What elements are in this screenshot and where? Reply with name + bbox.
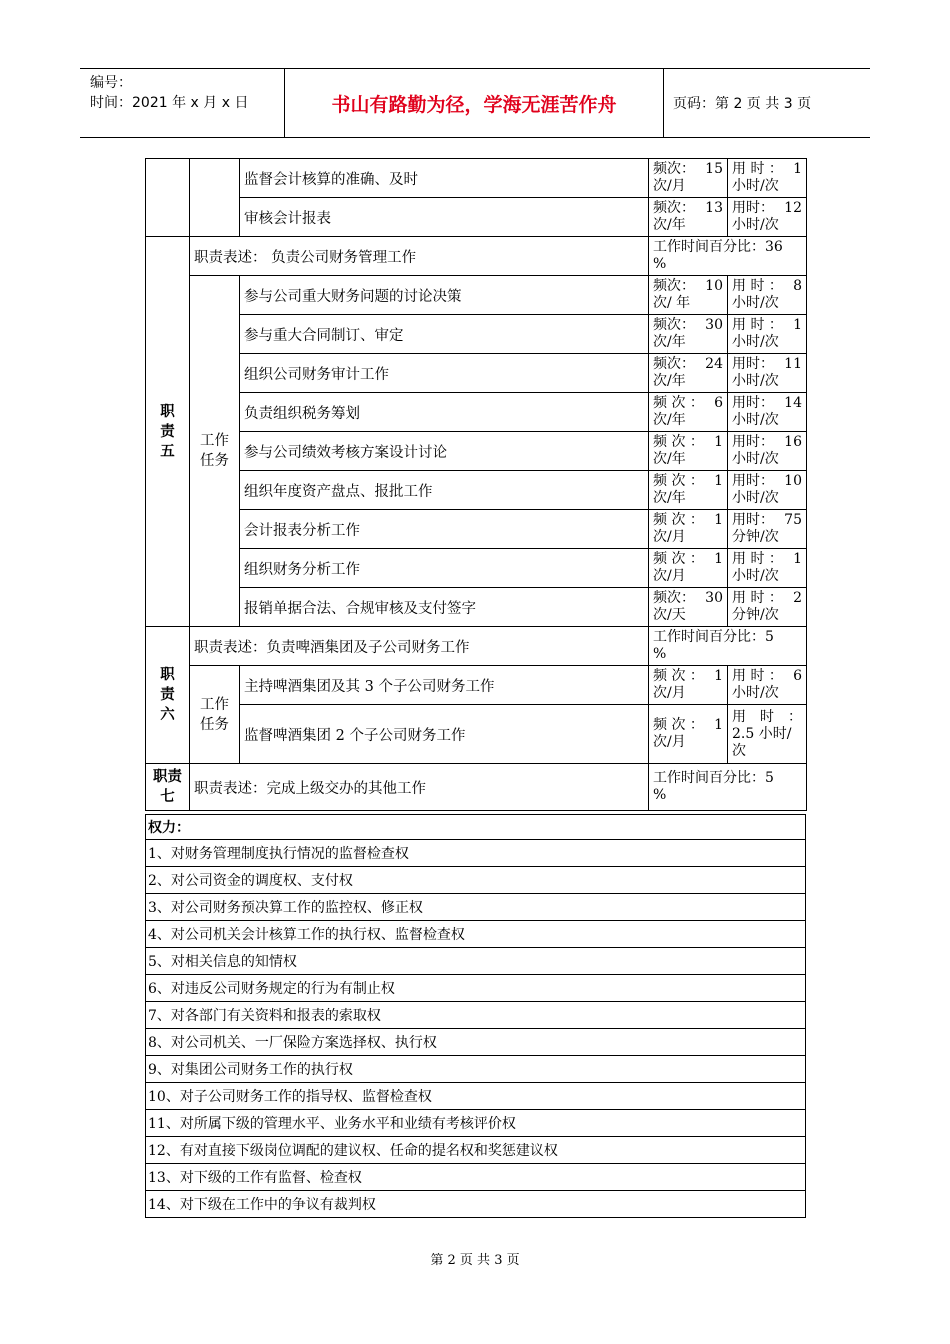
- duty-time-percentage-text: 工作时间百分比：5: [653, 770, 774, 786]
- task-frequency-label: 频次：: [653, 200, 695, 216]
- powers-table: [145, 814, 806, 1218]
- power-row: [146, 840, 806, 867]
- task-duration-value: 2: [793, 590, 802, 606]
- task-frequency-label: 频 次 ：: [653, 717, 704, 733]
- power-item: 11、对所属下级的管理水平、业务水平和业绩有考核评价权: [146, 1110, 806, 1137]
- task-text: 负责组织税务筹划: [240, 393, 649, 432]
- task-duration-value: 75: [784, 512, 802, 528]
- task-frequency-label: 频 次 ：: [653, 473, 704, 489]
- power-row: [146, 1056, 806, 1083]
- task-duration: [728, 198, 807, 237]
- duty-time-percentage-unit: %: [653, 787, 667, 803]
- duty-time-percentage-unit: %: [653, 646, 667, 662]
- task-text: 组织财务分析工作: [240, 549, 649, 588]
- power-row: [146, 1110, 806, 1137]
- power-item: 8、对公司机关、一厂保险方案选择权、执行权: [146, 1029, 806, 1056]
- task-frequency-label: 频 次 ：: [653, 434, 704, 450]
- task-frequency-label: 频 次 ：: [653, 395, 704, 411]
- duty-description: 职责表述：负责啤酒集团及子公司财务工作: [190, 627, 649, 666]
- task-text: 参与公司重大财务问题的讨论决策: [240, 276, 649, 315]
- task-duration-unit: 小时/次: [732, 334, 779, 350]
- task-duration-unit: 小时/次: [732, 217, 779, 233]
- task-frequency: [649, 315, 728, 354]
- task-frequency: [649, 471, 728, 510]
- duty-label: 职责 七: [146, 764, 190, 811]
- task-frequency-value: 1: [714, 512, 723, 528]
- power-row: [146, 1002, 806, 1029]
- power-item: 10、对子公司财务工作的指导权、监督检查权: [146, 1083, 806, 1110]
- duty-label: 职 责 六: [146, 627, 190, 764]
- duties-table: [145, 158, 807, 811]
- power-row: [146, 948, 806, 975]
- task-row: [146, 198, 807, 237]
- task-duration-value: 16: [784, 434, 802, 450]
- task-frequency-label: 频次：: [653, 356, 695, 372]
- task-frequency-unit: 次/年: [653, 334, 686, 350]
- power-row: [146, 975, 806, 1002]
- task-frequency-value: 1: [714, 434, 723, 450]
- task-frequency-value: 1: [714, 717, 723, 733]
- page-footer: 第 2 页 共 3 页: [430, 1253, 520, 1268]
- task-frequency-unit: 次/年: [653, 373, 686, 389]
- duty-time-percentage-unit: %: [653, 256, 667, 272]
- task-frequency-label: 频次：: [653, 161, 695, 177]
- task-duration-value: 1: [793, 161, 802, 177]
- task-text: 主持啤酒集团及其 3 个子公司财务工作: [240, 666, 649, 705]
- task-duration-label: 用时：: [732, 512, 774, 528]
- page-header: [80, 68, 870, 138]
- task-duration: [728, 471, 807, 510]
- duty-desc-row: [146, 237, 807, 276]
- task-frequency: [649, 549, 728, 588]
- task-text: 监督啤酒集团 2 个子公司财务工作: [240, 705, 649, 764]
- duty-desc-row: [146, 627, 807, 666]
- task-frequency-unit: 次/ 年: [653, 295, 691, 311]
- power-item: 13、对下级的工作有监督、检查权: [146, 1164, 806, 1191]
- powers-title: 权力：: [146, 815, 806, 840]
- duty-description: 职责表述：完成上级交办的其他工作: [190, 764, 649, 811]
- task-frequency-unit: 次/月: [653, 178, 686, 194]
- task-duration-unit: 2.5 小时/次: [732, 725, 792, 759]
- task-duration-value: 8: [793, 278, 802, 294]
- header-motto: 书山有路勤为径，学海无涯苦作舟: [285, 69, 664, 137]
- task-row: [146, 393, 807, 432]
- power-row: [146, 921, 806, 948]
- task-frequency-label: 频次：: [653, 590, 695, 606]
- task-duration-label: 用时：: [732, 356, 774, 372]
- task-frequency-unit: 次/月: [653, 529, 686, 545]
- task-duration: [728, 315, 807, 354]
- task-frequency-value: 10: [705, 278, 723, 294]
- task-duration: [728, 354, 807, 393]
- task-frequency-unit: 次/月: [653, 685, 686, 701]
- power-item: 6、对违反公司财务规定的行为有制止权: [146, 975, 806, 1002]
- task-duration-unit: 小时/次: [732, 685, 779, 701]
- task-frequency: [649, 393, 728, 432]
- task-duration-label: 用时：: [732, 395, 774, 411]
- task-duration-label: 用 时 ：: [732, 668, 783, 684]
- task-frequency-unit: 次/年: [653, 451, 686, 467]
- duty-time-percentage: [649, 237, 807, 276]
- task-frequency-value: 13: [705, 200, 723, 216]
- power-item: 12、有对直接下级岗位调配的建议权、任命的提名权和奖惩建议权: [146, 1137, 806, 1164]
- task-duration-value: 14: [784, 395, 802, 411]
- power-item: 4、对公司机关会计核算工作的执行权、监督检查权: [146, 921, 806, 948]
- task-frequency-unit: 次/年: [653, 412, 686, 428]
- task-frequency-unit: 次/天: [653, 607, 686, 623]
- power-row: [146, 894, 806, 921]
- task-row: [146, 315, 807, 354]
- task-duration-value: 1: [793, 551, 802, 567]
- task-frequency-unit: 次/月: [653, 568, 686, 584]
- task-row: [146, 276, 807, 315]
- prev-task-label-cell: [190, 159, 240, 237]
- task-duration-label: 用时：: [732, 473, 774, 489]
- task-duration: [728, 549, 807, 588]
- power-item: 9、对集团公司财务工作的执行权: [146, 1056, 806, 1083]
- task-duration-unit: 小时/次: [732, 373, 779, 389]
- task-duration-label: 用 时 ：: [732, 161, 783, 177]
- task-duration-label: 用 时 ：: [732, 278, 783, 294]
- task-row: [146, 471, 807, 510]
- power-item: 7、对各部门有关资料和报表的索取权: [146, 1002, 806, 1029]
- task-frequency-value: 1: [714, 668, 723, 684]
- power-item: 3、对公司财务预决算工作的监控权、修正权: [146, 894, 806, 921]
- task-duration: [728, 393, 807, 432]
- task-row: [146, 549, 807, 588]
- task-row: [146, 354, 807, 393]
- task-frequency: [649, 666, 728, 705]
- prev-duty-label-cell: [146, 159, 190, 237]
- task-text: 参与重大合同制订、审定: [240, 315, 649, 354]
- task-duration: [728, 588, 807, 627]
- task-duration: [728, 159, 807, 198]
- task-row: [146, 705, 807, 764]
- power-row: [146, 1083, 806, 1110]
- duty-time-percentage-text: 工作时间百分比：5: [653, 629, 774, 645]
- task-frequency-unit: 次/月: [653, 734, 686, 750]
- duty-time-percentage: [649, 764, 807, 811]
- task-duration-label: 用 时 ：: [732, 317, 783, 333]
- task-text: 组织公司财务审计工作: [240, 354, 649, 393]
- task-text: 参与公司绩效考核方案设计讨论: [240, 432, 649, 471]
- task-frequency-value: 30: [705, 317, 723, 333]
- task-frequency-value: 24: [705, 356, 723, 372]
- task-duration-label: 用 时 ：: [732, 708, 802, 725]
- work-task-label: 工作 任务: [190, 666, 240, 764]
- task-duration-value: 1: [793, 317, 802, 333]
- task-duration-unit: 分钟/次: [732, 607, 779, 623]
- task-frequency: [649, 705, 728, 764]
- task-frequency-unit: 次/年: [653, 490, 686, 506]
- power-row: [146, 1164, 806, 1191]
- task-duration-label: 用 时 ：: [732, 590, 783, 606]
- power-row: [146, 867, 806, 894]
- task-duration-value: 6: [793, 668, 802, 684]
- duty-desc-row: [146, 764, 807, 811]
- task-duration-unit: 小时/次: [732, 178, 779, 194]
- duty-time-percentage-text: 工作时间百分比：36: [653, 239, 783, 255]
- task-frequency-label: 频 次 ：: [653, 668, 704, 684]
- task-frequency-value: 1: [714, 551, 723, 567]
- power-row: [146, 1191, 806, 1218]
- task-frequency-label: 频次：: [653, 317, 695, 333]
- power-item: 5、对相关信息的知情权: [146, 948, 806, 975]
- power-row: [146, 1029, 806, 1056]
- task-frequency-label: 频 次 ：: [653, 512, 704, 528]
- task-text: 审核会计报表: [240, 198, 649, 237]
- task-duration-unit: 分钟/次: [732, 529, 779, 545]
- task-duration-value: 10: [784, 473, 802, 489]
- task-row: [146, 588, 807, 627]
- task-duration-value: 12: [784, 200, 802, 216]
- task-row: [146, 159, 807, 198]
- task-frequency: [649, 588, 728, 627]
- duty-label: 职 责 五: [146, 237, 190, 627]
- task-frequency: [649, 198, 728, 237]
- task-duration-value: 11: [784, 356, 802, 372]
- task-frequency: [649, 510, 728, 549]
- task-duration-unit: 小时/次: [732, 295, 779, 311]
- task-duration-unit: 小时/次: [732, 490, 779, 506]
- header-page-info: 页码：第 2 页 共 3 页: [673, 96, 812, 112]
- task-frequency: [649, 432, 728, 471]
- task-frequency: [649, 354, 728, 393]
- power-item: 2、对公司资金的调度权、支付权: [146, 867, 806, 894]
- task-duration-label: 用时：: [732, 434, 774, 450]
- duty-description: 职责表述： 负责公司财务管理工作: [190, 237, 649, 276]
- task-text: 报销单据合法、合规审核及支付签字: [240, 588, 649, 627]
- task-text: 会计报表分析工作: [240, 510, 649, 549]
- task-duration-label: 用时：: [732, 200, 774, 216]
- task-frequency-label: 频 次 ：: [653, 551, 704, 567]
- task-duration-unit: 小时/次: [732, 412, 779, 428]
- task-duration-unit: 小时/次: [732, 568, 779, 584]
- task-frequency-label: 频次：: [653, 278, 695, 294]
- task-duration: [728, 705, 807, 764]
- task-duration-label: 用 时 ：: [732, 551, 783, 567]
- task-frequency-value: 15: [705, 161, 723, 177]
- header-meta: [80, 69, 285, 137]
- time-label: 时间：2021 年 x 月 x 日: [90, 95, 249, 111]
- task-duration: [728, 510, 807, 549]
- task-duration: [728, 666, 807, 705]
- power-item: 1、对财务管理制度执行情况的监督检查权: [146, 840, 806, 867]
- task-row: [146, 432, 807, 471]
- task-row: [146, 510, 807, 549]
- task-frequency: [649, 159, 728, 198]
- task-frequency-value: 30: [705, 590, 723, 606]
- task-text: 组织年度资产盘点、报批工作: [240, 471, 649, 510]
- task-text: 监督会计核算的准确、及时: [240, 159, 649, 198]
- task-frequency-value: 6: [714, 395, 723, 411]
- work-task-label: 工作 任务: [190, 276, 240, 627]
- task-duration: [728, 432, 807, 471]
- task-duration: [728, 276, 807, 315]
- task-frequency-value: 1: [714, 473, 723, 489]
- power-item: 14、对下级在工作中的争议有裁判权: [146, 1191, 806, 1218]
- code-label: 编号：: [90, 75, 132, 91]
- duty-time-percentage: [649, 627, 807, 666]
- task-frequency: [649, 276, 728, 315]
- task-row: [146, 666, 807, 705]
- task-duration-unit: 小时/次: [732, 451, 779, 467]
- power-row: [146, 1137, 806, 1164]
- task-frequency-unit: 次/年: [653, 217, 686, 233]
